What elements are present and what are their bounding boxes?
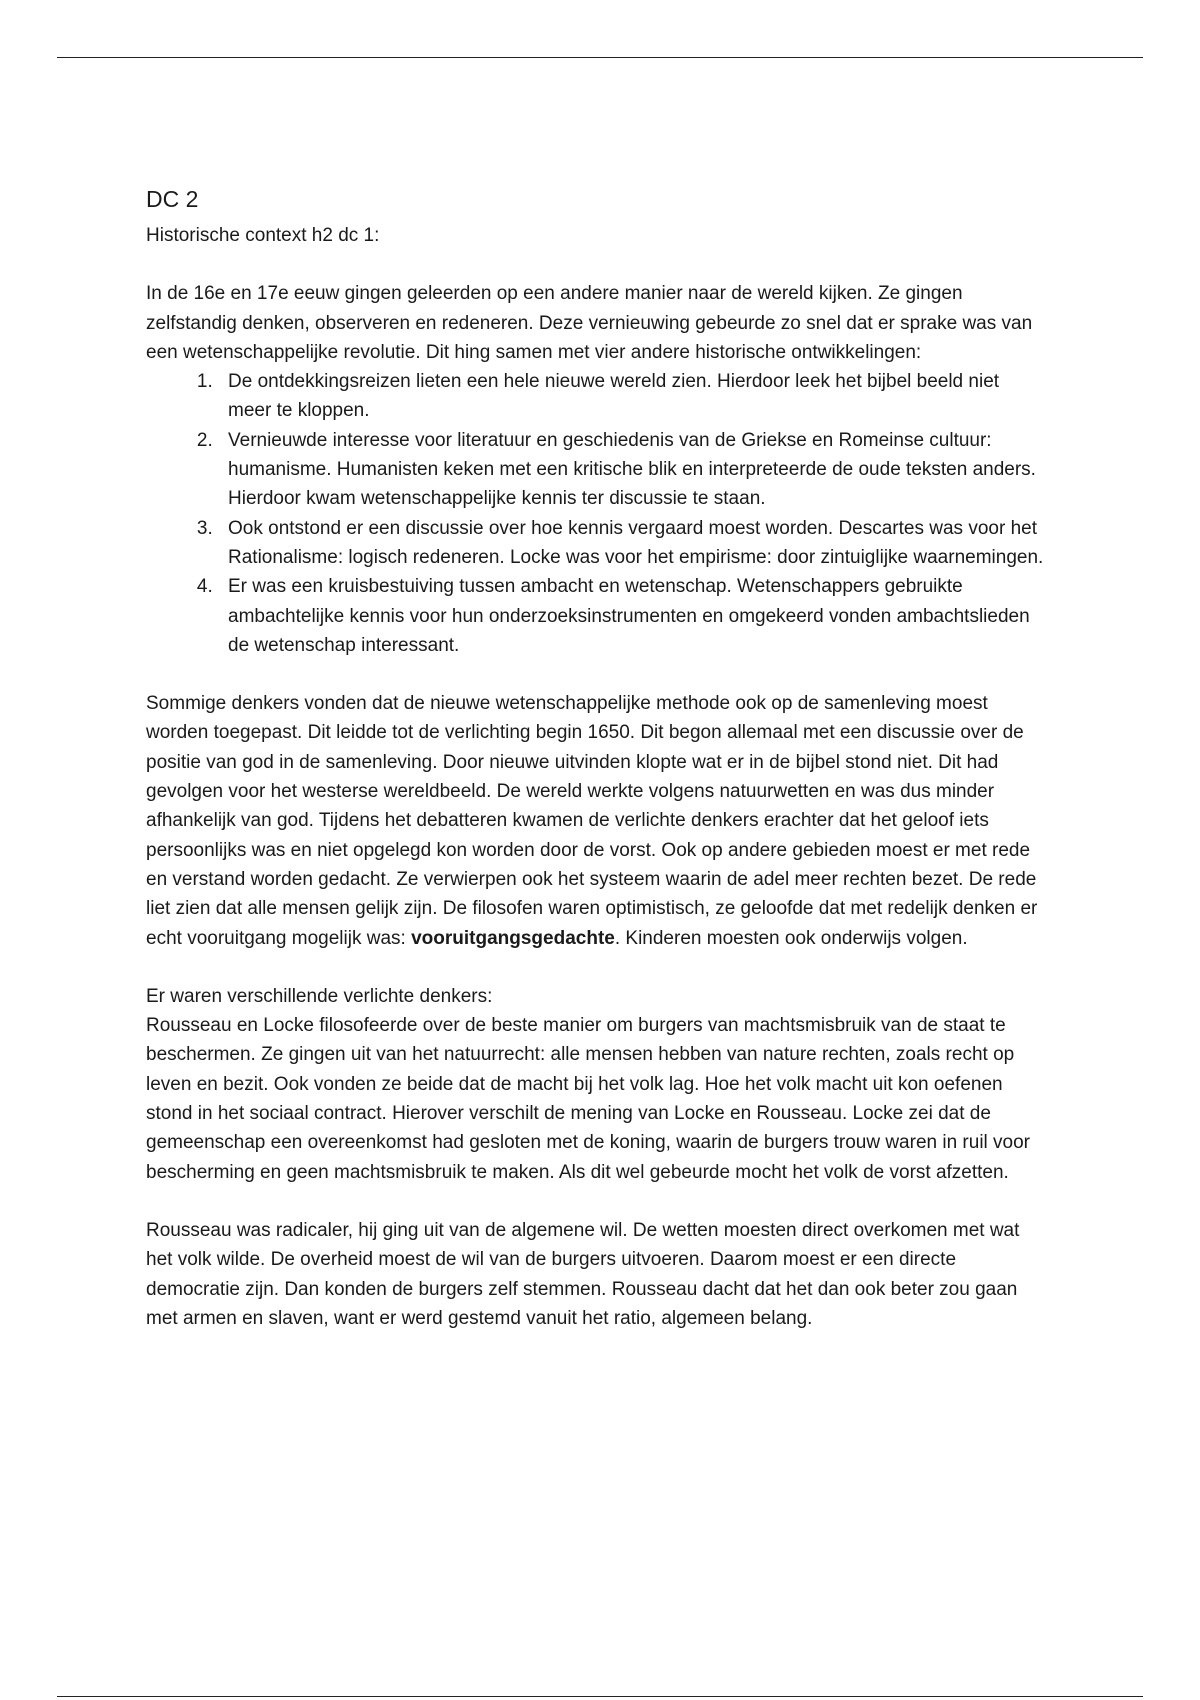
developments-list — [146, 367, 1046, 660]
enlightenment-text: Sommige denkers vonden dat de nieuwe wetenschappelijke methode ook op de samenleving moest worden toegepast. Dit leidde tot de verlichting begin 1650. Dit begon allemaal met een discussie over de positie van god in de samenleving. Door nieuwe uitvinden klopte wat er in de bijbel stond niet. Dit had gevolgen voor het westerse wereldbeeld. De wereld werkte volgens natuurwetten en was dus minder afhankelijk van god. Tijdens het debatteren kwamen de verlichte denkers erachter dat het geloof iets persoonlijks was en niet opgelegd kon worden door de vorst. Ook op andere gebieden moest er met rede en verstand worden gedacht. Ze verwierpen ook het systeem waarin de adel meer rechten bezet. De rede liet zien dat alle mensen gelijk zijn. De filosofen waren optimistisch, ze geloofde dat met redelijk denken er echt vooruitgang mogelijk was: — [146, 693, 1038, 949]
enlightenment-text-end: . Kinderen moesten ook onderwijs volgen. — [614, 927, 968, 949]
intro-paragraph: In de 16e en 17e eeuw gingen geleerden op een andere manier naar de wereld kijken. Ze gingen zelfstandig denken, observeren en redeneren. Deze vernieuwing gebeurde zo snel dat er sprake was van een wetenschappelijke revolutie. Dit hing samen met vier andere historische ontwikkelingen: — [146, 283, 1033, 363]
rousseau-locke-paragraph: Rousseau en Locke filosofeerde over de beste manier om burgers van machtsmisbruik van de staat te beschermen. Ze gingen uit van het natuurrecht: alle mensen hebben van nature rechten, zoals recht op leven en bezit. Ook vonden ze beide dat de macht bij het volk lag. Hoe het volk macht uit kon oefenen stond in het sociaal contract. Hierover verschilt de mening van Locke en Rousseau. Locke zei dat de gemeenschap een overeenkomst had gesloten met de koning, waarin de burgers trouw waren in ruil voor bescherming en geen machtsmisbruik te maken. Als dit wel gebeurde mocht het volk de vorst afzetten. — [146, 1015, 1031, 1183]
rousseau-paragraph: Rousseau was radicaler, hij ging uit van de algemene wil. De wetten moesten direct overkomen met wat het volk wilde. De overheid moest de wil van de burgers uitvoeren. Daarom moest er een directe democratie zijn. Dan konden de burgers zelf stemmen. Rousseau dacht dat het dan ook beter zou gaan met armen en slaven, want er werd gestemd vanuit het ratio, algemeen belang. — [146, 1219, 1020, 1329]
enlightenment-paragraph — [146, 689, 1046, 953]
list-item: 2. Vernieuwde interesse voor literatuur en geschiedenis van de Griekse en Romeinse cultuur: humanisme. Humanisten keken met een kritische blik en interpreteerde de oude teksten anders. Hierdoor kwam wetenschappelijke kennis ter discussie te staan. — [218, 426, 1046, 514]
document-page — [146, 183, 1046, 1333]
bottom-divider — [57, 1696, 1143, 1697]
list-item: 1. De ontdekkingsreizen lieten een hele nieuwe wereld zien. Hierdoor leek het bijbel beeld niet meer te kloppen. — [218, 367, 1046, 426]
document-title: DC 2 — [146, 186, 199, 212]
top-divider — [57, 57, 1143, 58]
list-item: 3. Ook ontstond er een discussie over hoe kennis vergaard moest worden. Descartes was voor het Rationalisme: logisch redeneren. Locke was voor het empirisme: door zintuiglijke waarnemingen. — [218, 514, 1046, 573]
bold-term: vooruitgangsgedachte — [411, 927, 615, 949]
list-item: 4. Er was een kruisbestuiving tussen ambacht en wetenschap. Wetenschappers gebruikte ambachtelijke kennis voor hun onderzoeksinstrumenten en omgekeerd vonden ambachtslieden de wetenschap interessant. — [218, 572, 1046, 660]
document-subtitle: Historische context h2 dc 1: — [146, 225, 380, 246]
thinkers-lead: Er waren verschillende verlichte denkers: — [146, 985, 493, 1007]
